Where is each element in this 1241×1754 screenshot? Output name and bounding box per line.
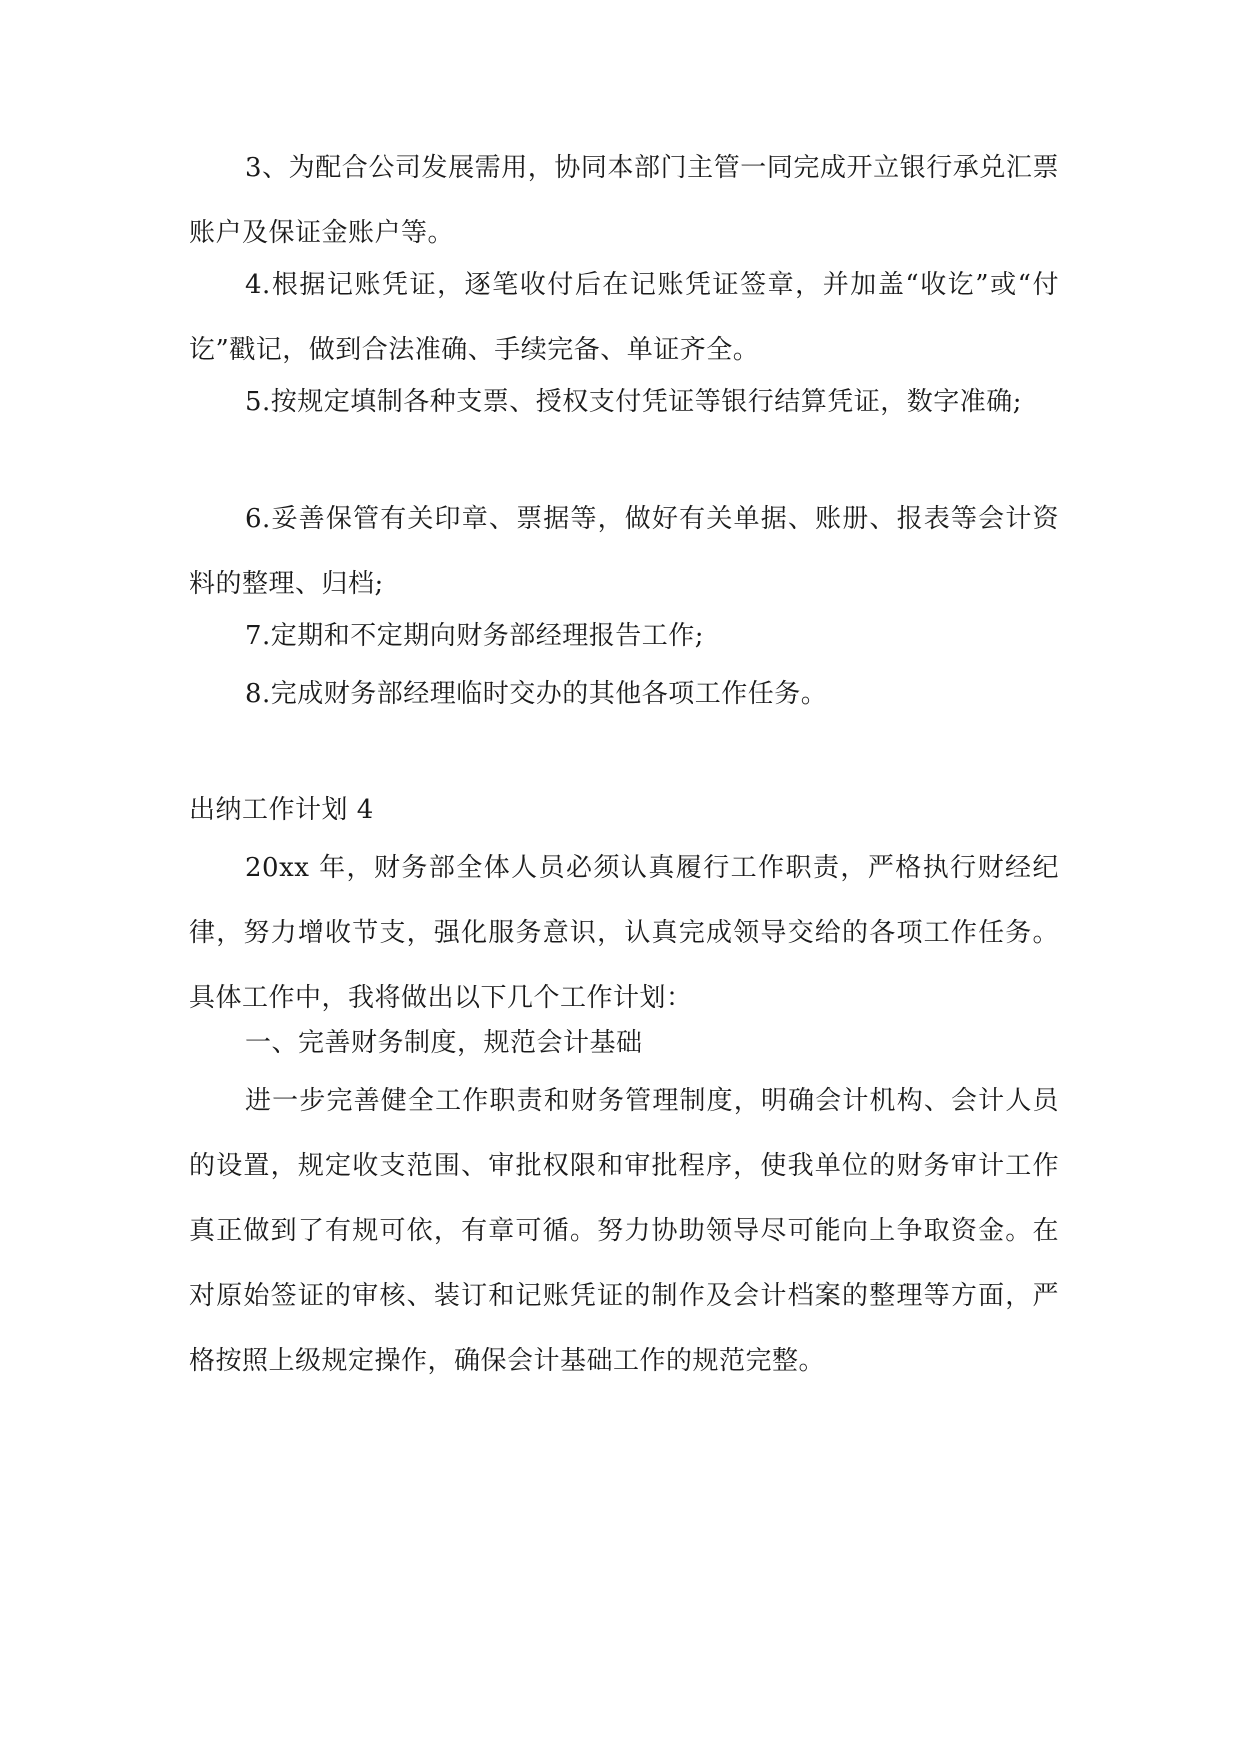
section-title: 出纳工作计划 4 xyxy=(189,795,374,825)
list-item-8: 8.完成财务部经理临时交办的其他各项工作任务。 xyxy=(245,679,828,709)
list-item-5: 5.按规定填制各种支票、授权支付凭证等银行结算凭证，数字准确; xyxy=(245,387,1023,417)
list-item-4: 4.根据记账凭证，逐笔收付后在记账凭证签章，并加盖“收讫”或“付讫”戳记，做到合法准确、手续完备、单证齐全。 xyxy=(189,270,1059,365)
list-item-6: 6.妥善保管有关印章、票据等，做好有关单据、账册、报表等会计资料的整理、归档; xyxy=(189,504,1059,599)
list-item-7: 7.定期和不定期向财务部经理报告工作; xyxy=(245,621,705,651)
body-paragraph: 进一步完善健全工作职责和财务管理制度，明确会计机构、会计人员的设置，规定收支范围、审批权限和审批程序，使我单位的财务审计工作真正做到了有规可依，有章可循。努力协助领导尽可能向上争取资金。在对原始签证的审核、装订和记账凭证的制作及会计档案的整理等方面，严格按照上级规定操作，确保会计基础工作的规范完整。 xyxy=(189,1086,1059,1376)
list-item-3: 3、为配合公司发展需用，协同本部门主管一同完成开立银行承兑汇票账户及保证金账户等。 xyxy=(189,153,1059,248)
intro-paragraph: 20xx 年，财务部全体人员必须认真履行工作职责，严格执行财经纪律，努力增收节支，强化服务意识，认真完成领导交给的各项工作任务。具体工作中，我将做出以下几个工作计划： xyxy=(189,853,1059,1013)
subheading: 一、完善财务制度，规范会计基础 xyxy=(245,1028,643,1058)
